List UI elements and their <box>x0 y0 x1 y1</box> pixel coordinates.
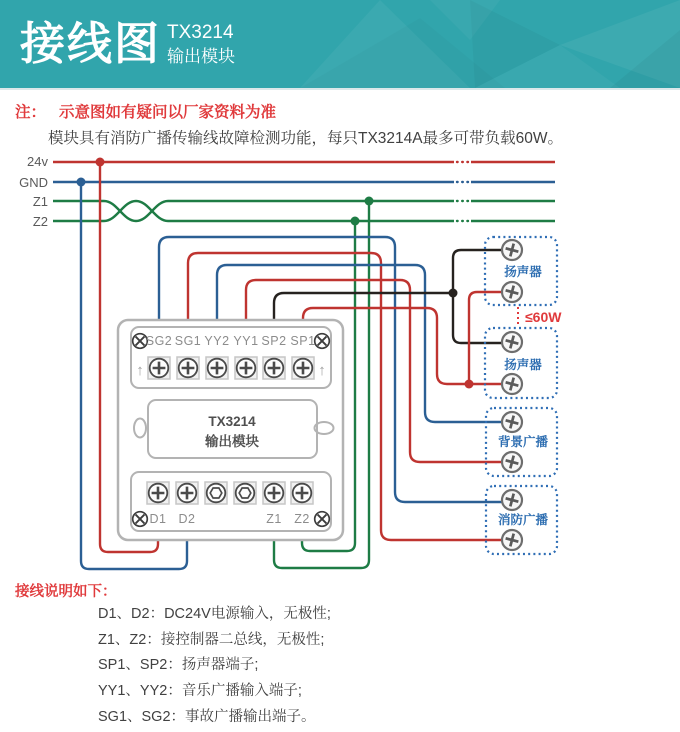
broadcast-terminal-screw <box>502 452 522 472</box>
legend-item-sp: SP1、SP2：扬声器端子; <box>98 657 259 674</box>
speaker2-label: 扬声器 <box>504 358 542 372</box>
load-boxes <box>485 237 562 554</box>
speaker-terminal-screw <box>502 282 522 302</box>
bus-labels <box>19 154 48 229</box>
corner-screw-icon <box>133 512 148 527</box>
bus-label-z1: Z1 <box>32 194 48 209</box>
arrow-up-icon: ↑ <box>136 362 144 379</box>
legend-item-sg: SG1、SG2：事故广播输出端子。 <box>98 708 316 725</box>
power-limit-label: ≤60W <box>525 309 562 325</box>
note-warning: 示意图如有疑问以厂家资料为准 <box>59 104 277 121</box>
junction-dot <box>449 289 458 298</box>
terminal-screw <box>235 357 257 379</box>
broadcast-terminal-screw <box>502 530 522 550</box>
terminal-screw <box>147 482 169 504</box>
legend-heading: 接线说明如下： <box>15 584 117 600</box>
hex-terminal <box>205 482 227 504</box>
module-box <box>118 320 343 540</box>
terminal-screw <box>292 357 314 379</box>
junction-dot <box>351 217 360 226</box>
terminal-screw <box>176 482 198 504</box>
note-description: 模块具有消防广播传输线故障检测功能，每只TX3214A最多可带负载60W。 <box>48 130 563 147</box>
broadcast-terminal-screw <box>502 490 522 510</box>
terminal-label-z1: Z1 <box>266 512 282 526</box>
module-nameplate <box>148 400 317 458</box>
arrow-up-icon: ↑ <box>318 362 326 379</box>
terminal-label-sp1: SP1 <box>290 334 316 348</box>
model-number: TX3214 <box>167 22 234 43</box>
bus-lines <box>53 162 555 221</box>
legend-item-z: Z1、Z2：接控制器二总线，无极性; <box>98 631 325 648</box>
corner-screw-icon <box>315 334 330 349</box>
junction-dot <box>465 380 474 389</box>
wire-sp2-to-speaker1 <box>453 250 503 293</box>
terminal-screw <box>148 357 170 379</box>
hex-terminal <box>234 482 256 504</box>
speaker-terminal-screw <box>502 240 522 260</box>
legend-item-yy: YY1、YY2：音乐广播输入端子; <box>98 683 302 700</box>
fire-broadcast-label: 消防广播 <box>497 513 549 527</box>
speaker-terminal-screw <box>502 332 522 352</box>
speaker-terminal-screw <box>502 374 522 394</box>
background-broadcast-label: 背景广播 <box>497 435 549 449</box>
legend-item-d: D1、D2：DC24V电源输入，无极性; <box>98 606 331 622</box>
junction-dot <box>365 197 374 206</box>
bus-label-z2: Z2 <box>32 214 48 229</box>
wire-sp2-to-speaker2 <box>453 293 503 343</box>
junction-dot <box>77 178 86 187</box>
terminal-label-d2: D2 <box>178 512 196 526</box>
nameplate-model: TX3214 <box>208 414 256 429</box>
junction-dot <box>96 158 105 167</box>
legend-list <box>98 604 331 732</box>
terminal-label-d1: D1 <box>149 512 167 526</box>
terminal-screw <box>177 357 199 379</box>
terminal-screw <box>291 482 313 504</box>
broadcast-terminal-screw <box>502 412 522 432</box>
note-prefix: 注： <box>15 104 47 121</box>
bus-label-24v: 24v <box>27 154 48 169</box>
terminal-screw <box>263 357 285 379</box>
module-name: 输出模块 <box>167 47 235 66</box>
terminal-label-yy2: YY2 <box>204 334 230 348</box>
terminal-label-z2: Z2 <box>294 512 310 526</box>
page-title: 接线图 <box>20 18 162 69</box>
terminal-label-sg1: SG1 <box>174 334 202 348</box>
terminal-screw <box>206 357 228 379</box>
terminal-screw <box>263 482 285 504</box>
speaker1-label: 扬声器 <box>504 265 542 279</box>
terminal-label-sg2: SG2 <box>145 334 173 348</box>
corner-screw-icon <box>315 512 330 527</box>
nameplate-name: 输出模块 <box>205 434 259 449</box>
terminal-label-yy1: YY1 <box>233 334 259 348</box>
bus-label-gnd: GND <box>19 175 48 190</box>
terminal-label-sp2: SP2 <box>261 334 287 348</box>
